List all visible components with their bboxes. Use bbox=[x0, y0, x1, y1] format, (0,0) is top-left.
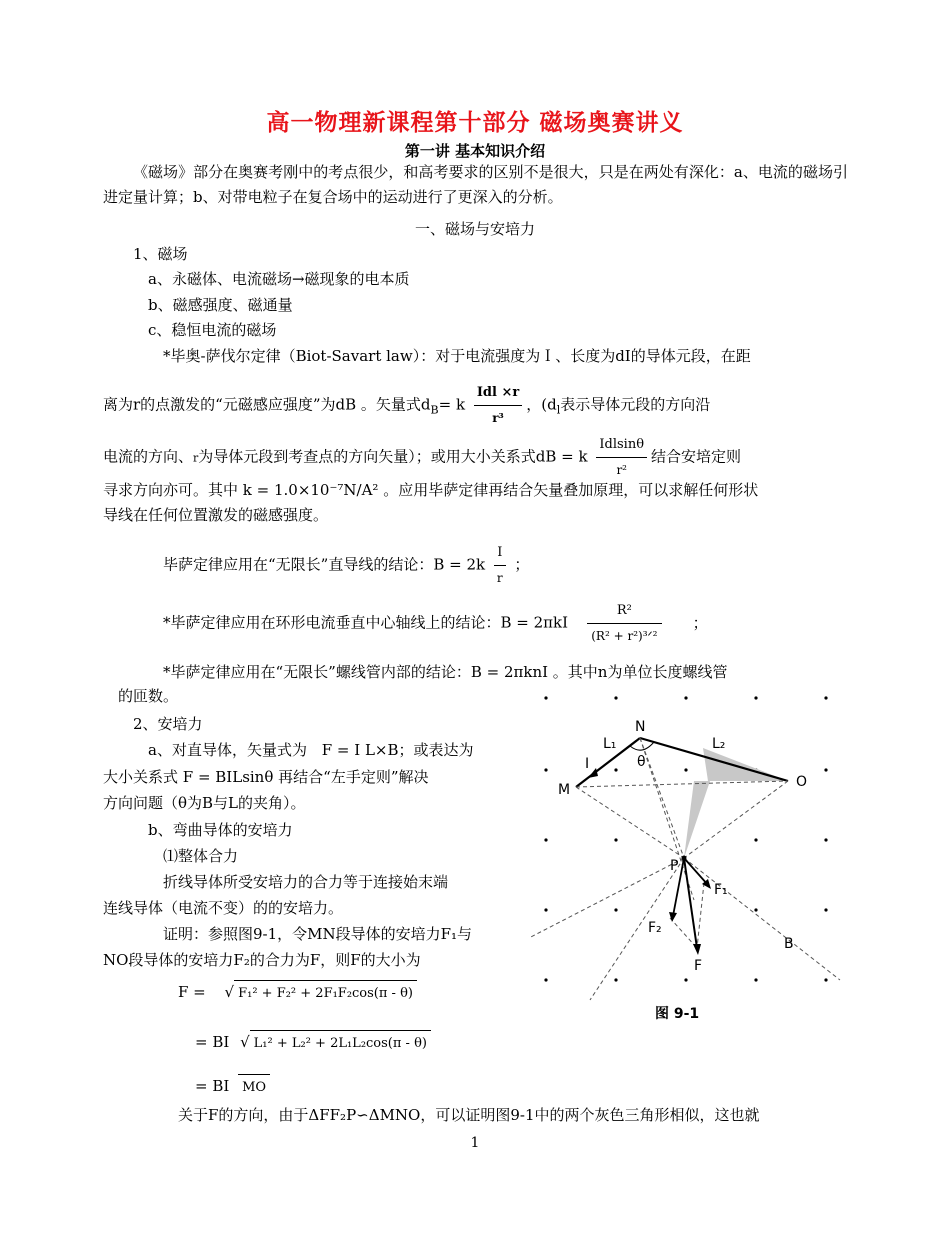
current-arrow-icon bbox=[588, 768, 598, 778]
solenoid-line-2: 的匝数。 bbox=[118, 687, 179, 705]
intro-paragraph: 《磁场》部分在奥赛考刚中的考点很少，和高考要求的区别不是很大，只是在两处有深化：a、电流的磁场引进定量计算；b、对带电粒子在复合场中的运动进行了更深入的分析。 bbox=[103, 163, 848, 206]
arrow-head-icon bbox=[693, 944, 701, 955]
biot-text-3a: 电流的方向、 bbox=[103, 447, 194, 466]
label-I: I bbox=[585, 756, 590, 772]
biot-scalar-fraction bbox=[596, 432, 647, 483]
label-theta: θ bbox=[637, 754, 646, 770]
arrow-head-icon bbox=[669, 912, 677, 922]
infinite-wire-numerator: I bbox=[494, 540, 506, 566]
figure-9-1 bbox=[530, 680, 850, 1020]
solenoid-line-1: *毕萨定律应用在“无限长”螺线管内部的结论：B = 2πknI 。其中n为单位长度螺线管 bbox=[163, 663, 728, 681]
whole-force-line-2: 连线导体（电流不变）的的安培力。 bbox=[103, 899, 344, 917]
ampere-vector-formula: F = I L×B bbox=[321, 741, 399, 759]
heading-ampere-force: 2、安培力 bbox=[133, 715, 203, 733]
biot-text-3c: 为导体元段到考查点的方向矢量）；或用大小关系式dB = k bbox=[198, 447, 588, 466]
biot-text-2f: 表示导体元段的方向沿 bbox=[560, 395, 711, 414]
label-F2: F₂ bbox=[648, 920, 662, 936]
biot-vector-denominator: r³ bbox=[492, 411, 504, 425]
section-heading: 一、磁场与安培力 bbox=[414, 220, 535, 238]
sqrt-sign: √ bbox=[240, 1033, 250, 1051]
item-c: c、稳恒电流的磁场 bbox=[148, 321, 277, 339]
infinite-wire-result bbox=[163, 540, 529, 591]
equation-1-rhs: F₁² + F₂² + 2F₁F₂cos(π - θ) bbox=[234, 980, 417, 1006]
ampere-text-a2: ；或表达为 bbox=[398, 741, 474, 759]
gray-triangle-bottom bbox=[684, 781, 710, 858]
point-P bbox=[682, 856, 687, 861]
biot-text-3b: r bbox=[193, 451, 199, 465]
proof-line-2: NO段导体的安培力F₂的合力为F，则F的大小为 bbox=[103, 951, 421, 969]
label-O: O bbox=[796, 774, 808, 790]
infinite-wire-denominator: r bbox=[496, 571, 503, 585]
biot-line-4: 寻求方向亦可。其中 k = 1.0×10⁻⁷N/A² 。应用毕萨定律再结合矢量叠加原理，可以求解任何形状 bbox=[103, 481, 759, 499]
label-M: M bbox=[558, 782, 571, 798]
label-B: B bbox=[784, 936, 794, 952]
biot-text-2c: = k bbox=[438, 395, 466, 414]
equation-2-lhs: = BI bbox=[195, 1033, 230, 1051]
gray-triangle-top bbox=[703, 748, 788, 781]
label-F: F bbox=[694, 958, 703, 974]
heading-magnetic-field: 1、磁场 bbox=[133, 245, 188, 263]
infinite-wire-end: ； bbox=[514, 555, 530, 574]
label-L1: L₁ bbox=[603, 736, 617, 752]
page-title: 高一物理新课程第十部分 磁场奥赛讲义 bbox=[266, 110, 684, 136]
biot-text-2e: l bbox=[556, 403, 561, 417]
ring-current-numerator: R² bbox=[587, 598, 662, 624]
ampere-text-a1: a、对直导体，矢量式为 bbox=[148, 741, 307, 759]
label-P: P bbox=[670, 858, 679, 874]
infinite-wire-text: 毕萨定律应用在“无限长”直导线的结论：B = 2k bbox=[163, 555, 486, 574]
biot-scalar-numerator: Idlsinθ bbox=[596, 432, 647, 458]
equation-1-lhs: F = bbox=[178, 983, 206, 1001]
ring-current-fraction bbox=[587, 598, 662, 649]
equation-3 bbox=[195, 1074, 270, 1100]
ampere-line-a4: 方向问题（θ为B与L的夹角）。 bbox=[103, 794, 306, 812]
ampere-line-a3: 大小关系式 F = BILsinθ 再结合“左手定则”解决 bbox=[103, 768, 429, 786]
ring-current-text: *毕萨定律应用在环形电流垂直中心轴线上的结论：B = 2πkI bbox=[163, 613, 569, 632]
ring-current-denominator: (R² + r²)³ᐟ² bbox=[591, 629, 658, 643]
infinite-wire-fraction bbox=[494, 540, 506, 591]
equation-3-lhs: = BI bbox=[195, 1077, 230, 1095]
label-F1: F₁ bbox=[714, 882, 728, 898]
figure-caption: 图 9-1 bbox=[655, 1006, 700, 1020]
sqrt-sign: √ bbox=[224, 983, 235, 1001]
whole-force-line-1: 折线导体所受安培力的合力等于连接始末端 bbox=[163, 873, 449, 891]
ring-current-end: ； bbox=[692, 613, 708, 632]
biot-line-1: *毕奥-萨伐尔定律（Biot-Savart law）：对于电流强度为Ｉ、长度为dI的导体元段，在距 bbox=[163, 347, 751, 365]
equation-2-rhs: L₁² + L₂² + 2L₁L₂cos(π - θ) bbox=[250, 1030, 431, 1056]
ampere-item-b: b、弯曲导体的安培力 bbox=[148, 821, 293, 839]
lecture-subtitle: 第一讲 基本知识介绍 bbox=[404, 142, 546, 160]
biot-text-2d: ，(d bbox=[526, 395, 557, 414]
biot-text-2b: B bbox=[430, 403, 439, 417]
last-line: 关于F的方向，由于ΔFF₂P∽ΔMNO，可以证明图9-1中的两个灰色三角形相似，这也就 bbox=[178, 1106, 760, 1124]
ring-current-result bbox=[163, 598, 708, 649]
biot-text-2a: 离为r的点激发的“元磁感应强度”为dB 。矢量式d bbox=[103, 395, 431, 414]
label-L2: L₂ bbox=[712, 736, 726, 752]
biot-line-2 bbox=[103, 380, 710, 431]
biot-scalar-denominator: r² bbox=[616, 463, 627, 477]
biot-text-3d: 结合安培定则 bbox=[651, 447, 742, 466]
equation-1 bbox=[178, 980, 417, 1006]
biot-vector-fraction bbox=[474, 380, 522, 431]
page-number: 1 bbox=[470, 1135, 480, 1151]
equation-3-rhs: MO bbox=[238, 1074, 270, 1100]
item-b: b、磁感强度、磁通量 bbox=[148, 296, 293, 314]
label-N: N bbox=[635, 719, 646, 735]
biot-line-3 bbox=[103, 432, 741, 483]
equation-2 bbox=[195, 1030, 431, 1056]
ampere-line-a1 bbox=[148, 738, 474, 763]
biot-line-5: 导线在任何位置激发的磁感强度。 bbox=[103, 506, 329, 524]
biot-vector-numerator: Idl ×r bbox=[474, 380, 522, 406]
whole-force-heading: ⑴整体合力 bbox=[163, 847, 239, 865]
item-a: a、永磁体、电流磁场→磁现象的电本质 bbox=[148, 270, 410, 288]
proof-line-1: 证明：参照图9-1，令MN段导体的安培力F₁与 bbox=[163, 925, 473, 943]
